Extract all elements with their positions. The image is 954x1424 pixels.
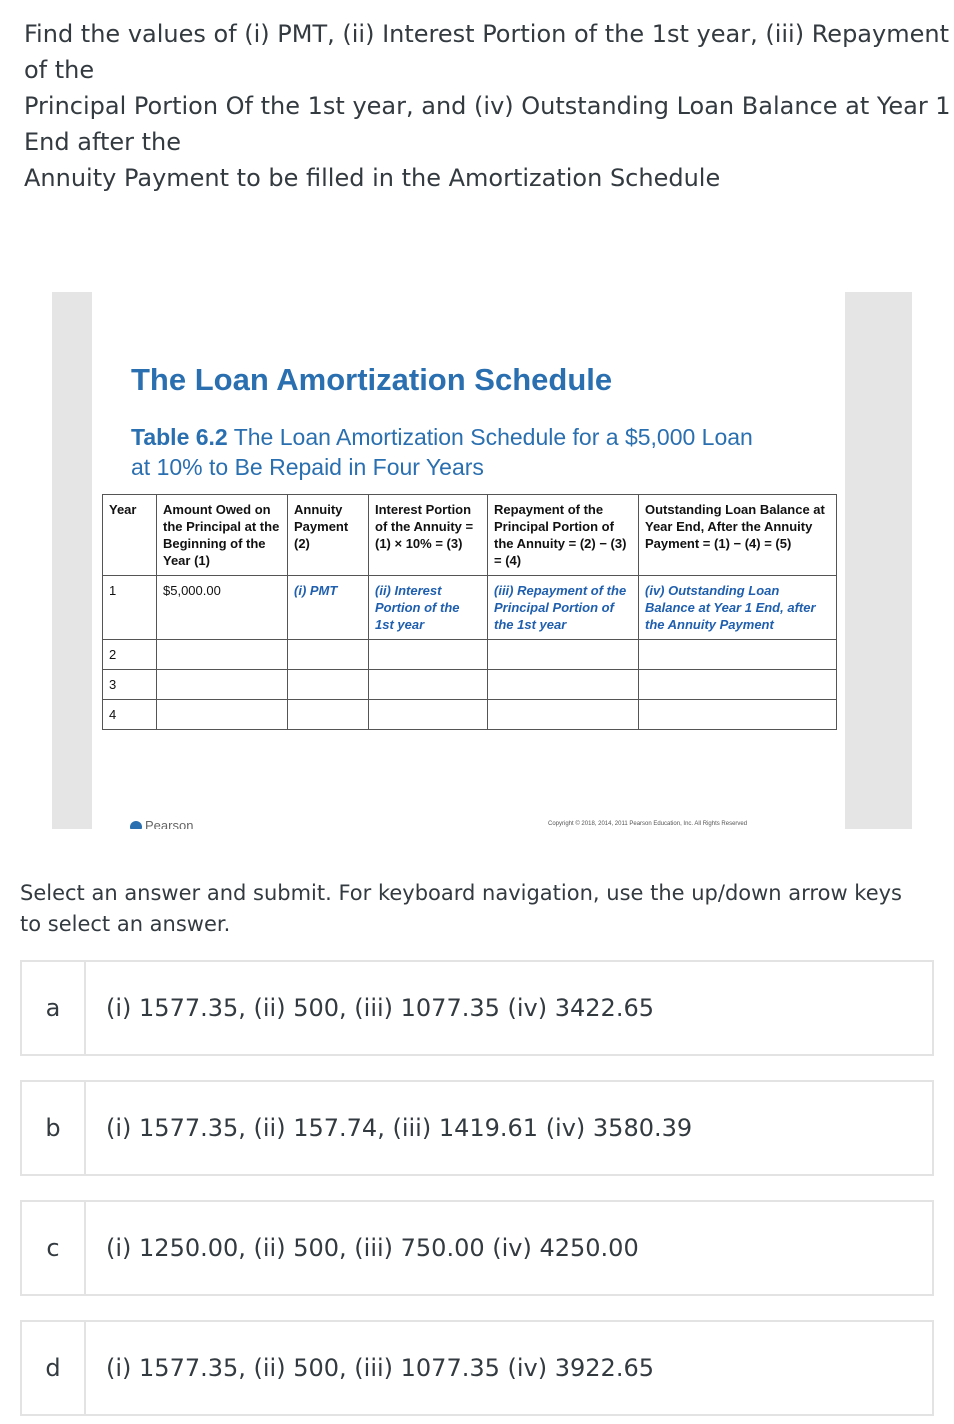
question-text — [24, 16, 951, 196]
option-text: (i) 1250.00, (ii) 500, (iii) 750.00 (iv) 4250.00 — [106, 1234, 639, 1262]
slide-image — [92, 292, 845, 829]
pearson-logo — [130, 818, 193, 829]
table-header-row — [103, 495, 837, 576]
question-line: Find the values of (i) PMT, (ii) Interest Portion of the 1st year, (iii) Repayment — [24, 20, 949, 48]
table-row — [103, 576, 837, 640]
question-line: Principal Portion Of the 1st year, and (iv) Outstanding Loan Balance at Year 1 — [24, 92, 951, 120]
instructions-text: Select an answer and submit. For keyboard navigation, use the up/down arrow keys to select an answer. — [20, 881, 902, 936]
option-text: (i) 1577.35, (ii) 500, (iii) 1077.35 (iv) 3422.65 — [106, 994, 654, 1022]
answer-option-b[interactable] — [20, 1080, 934, 1176]
option-letter: d — [22, 1322, 86, 1414]
question-line: Annuity Payment to be filled in the Amortization Schedule — [24, 164, 721, 192]
option-text: (i) 1577.35, (ii) 157.74, (iii) 1419.61 (iv) 3580.39 — [106, 1114, 693, 1142]
answer-option-d[interactable] — [20, 1320, 934, 1416]
pearson-icon — [130, 821, 142, 829]
cell-year: 1 — [103, 576, 157, 640]
pearson-wordmark: Pearson — [145, 818, 194, 829]
question-line: of the — [24, 56, 95, 84]
table-row — [103, 640, 837, 670]
cell-year: 4 — [103, 700, 157, 730]
header-annuity-payment: Annuity Payment (2) — [288, 495, 369, 576]
cell-pmt: (i) PMT — [288, 576, 369, 640]
header-interest-portion: Interest Portion of the Annuity = (1) × 10% = (3) — [369, 495, 488, 576]
table-row — [103, 700, 837, 730]
header-amount-owed: Amount Owed on the Principal at the Beginning of the Year (1) — [157, 495, 288, 576]
header-outstanding-balance: Outstanding Loan Balance at Year End, After the Annuity Payment = (1) − (4) = (5) — [639, 495, 837, 576]
cell-year: 3 — [103, 670, 157, 700]
option-text: (i) 1577.35, (ii) 500, (iii) 1077.35 (iv) 3922.65 — [106, 1354, 654, 1382]
header-repayment-principal: Repayment of the Principal Portion of the Annuity = (2) − (3) = (4) — [488, 495, 639, 576]
header-year: Year — [103, 495, 157, 576]
option-letter: a — [22, 962, 86, 1054]
slide-subtitle — [131, 422, 771, 482]
table-row — [103, 670, 837, 700]
answer-option-a[interactable] — [20, 960, 934, 1056]
copyright-notice: Copyright © 2018, 2014, 2011 Pearson Education, Inc. All Rights Reserved — [548, 821, 748, 827]
cell-amount: $5,000.00 — [157, 576, 288, 640]
table-caption: The Loan Amortization Schedule for a $5,000 Loan at 10% to Be Repaid in Four Years — [131, 424, 753, 480]
answer-option-c[interactable] — [20, 1200, 934, 1296]
cell-year: 2 — [103, 640, 157, 670]
option-letter: b — [22, 1082, 86, 1174]
table-number: Table 6.2 — [131, 424, 228, 450]
option-letter: c — [22, 1202, 86, 1294]
amortization-table — [102, 494, 837, 730]
cell-interest: (ii) Interest Portion of the 1st year — [369, 576, 488, 640]
cell-outstanding: (iv) Outstanding Loan Balance at Year 1 End, after the Annuity Payment — [639, 576, 837, 640]
cell-repayment: (iii) Repayment of the Principal Portion of the 1st year — [488, 576, 639, 640]
question-line: End after the — [24, 128, 182, 156]
slide-title: The Loan Amortization Schedule — [131, 362, 613, 397]
